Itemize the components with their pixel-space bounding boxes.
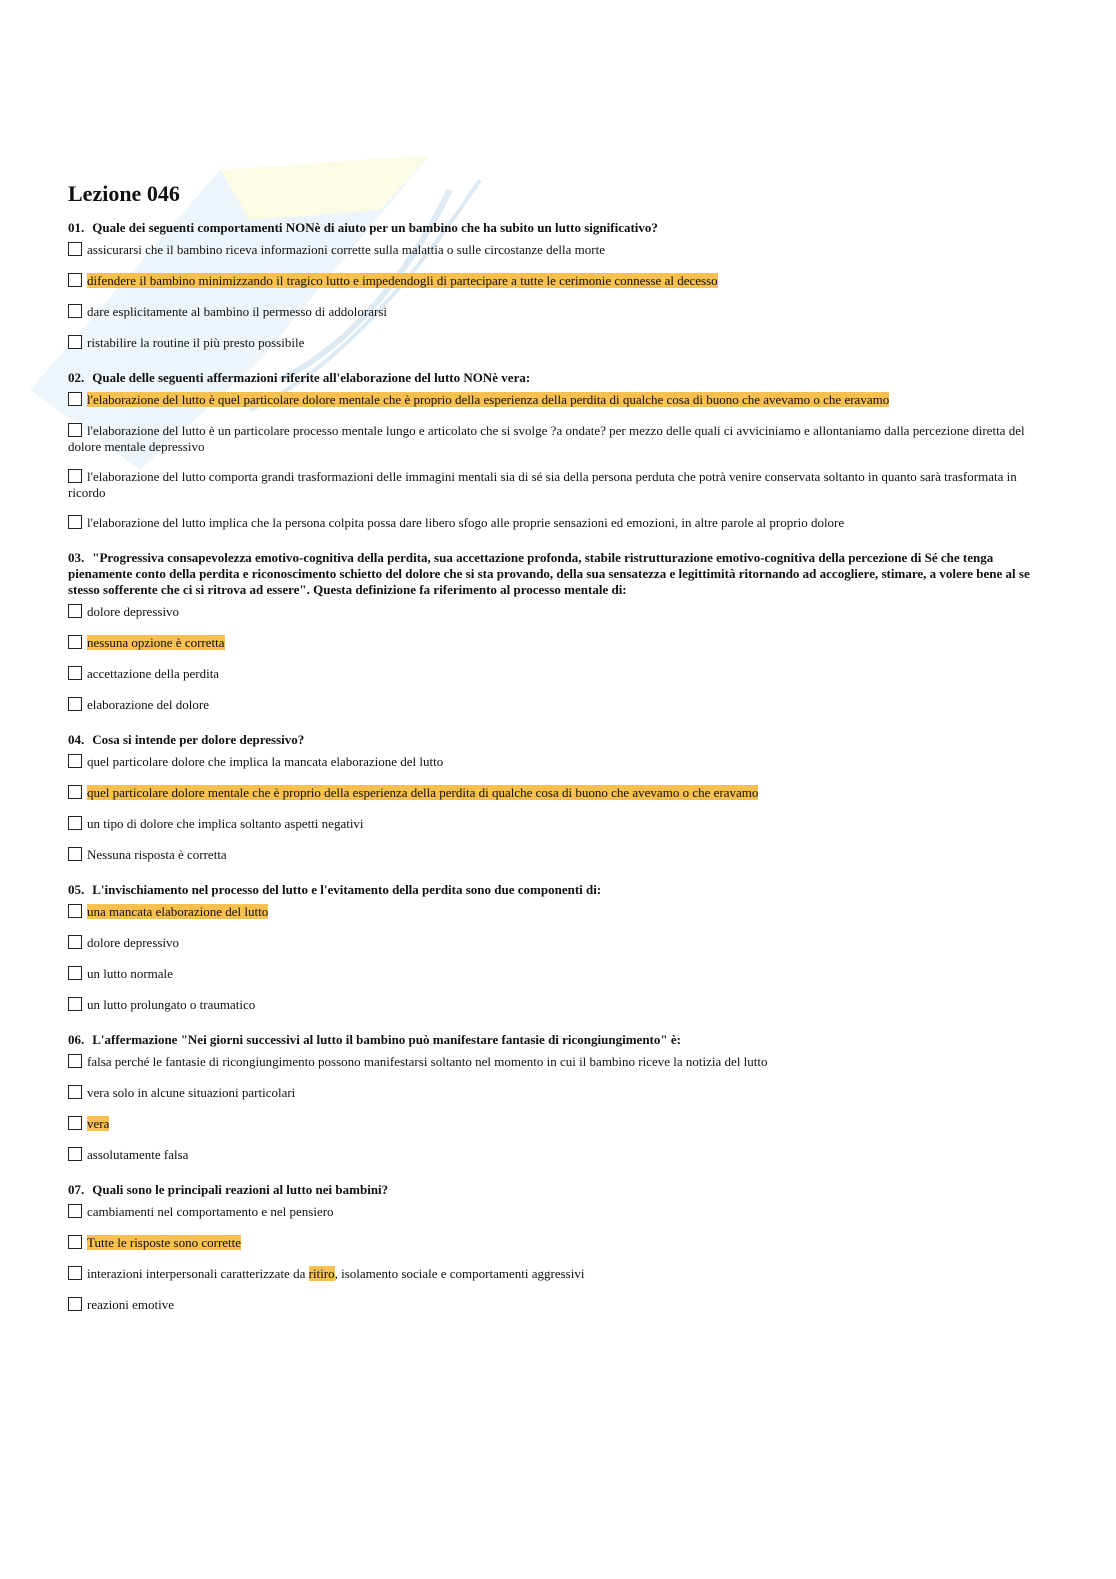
checkbox[interactable] <box>68 966 82 980</box>
answer-option[interactable] <box>68 785 1048 802</box>
question-text <box>68 370 1048 386</box>
option-label: ristabilire la routine il più presto possibile <box>87 335 305 350</box>
checkbox[interactable] <box>68 754 82 768</box>
answer-option[interactable] <box>68 697 1048 714</box>
checkbox[interactable] <box>68 515 82 529</box>
answer-option[interactable] <box>68 423 1048 455</box>
option-label: un lutto normale <box>87 966 173 981</box>
option-label: Nessuna risposta è corretta <box>87 847 227 862</box>
answer-option[interactable] <box>68 635 1048 652</box>
option-label: assolutamente falsa <box>87 1147 189 1162</box>
answer-option[interactable] <box>68 1116 1048 1133</box>
option-label: assicurarsi che il bambino riceva informazioni corrette sulla malattia o sulle circostanze della morte <box>87 242 605 257</box>
question-number: 01. <box>68 220 85 235</box>
checkbox[interactable] <box>68 1085 82 1099</box>
question-05 <box>68 882 1048 1014</box>
answer-option[interactable] <box>68 935 1048 952</box>
answer-option[interactable] <box>68 515 1048 532</box>
question-label: L'affermazione "Nei giorni successivi al lutto il bambino può manifestare fantasie di ricongiungimento" è: <box>92 1032 681 1047</box>
question-07 <box>68 1182 1048 1314</box>
option-label-part: interazioni interpersonali caratterizzate da <box>87 1266 309 1281</box>
option-label: un lutto prolungato o traumatico <box>87 997 256 1012</box>
question-03 <box>68 550 1048 714</box>
checkbox[interactable] <box>68 1235 82 1249</box>
question-text <box>68 1182 1048 1198</box>
checkbox[interactable] <box>68 242 82 256</box>
option-label: cambiamenti nel comportamento e nel pensiero <box>87 1204 334 1219</box>
answer-option[interactable] <box>68 392 1048 409</box>
checkbox[interactable] <box>68 785 82 799</box>
answer-option[interactable] <box>68 242 1048 259</box>
question-01 <box>68 220 1048 352</box>
checkbox[interactable] <box>68 1116 82 1130</box>
answer-option[interactable] <box>68 816 1048 833</box>
question-number: 02. <box>68 370 85 385</box>
correct-answer-label: una mancata elaborazione del lutto <box>87 904 269 919</box>
answer-option[interactable] <box>68 335 1048 352</box>
question-text <box>68 732 1048 748</box>
checkbox[interactable] <box>68 666 82 680</box>
question-06 <box>68 1032 1048 1164</box>
answer-option[interactable] <box>68 469 1048 501</box>
checkbox[interactable] <box>68 423 82 437</box>
question-number: 07. <box>68 1182 85 1197</box>
answer-option[interactable] <box>68 904 1048 921</box>
checkbox[interactable] <box>68 1054 82 1068</box>
question-02 <box>68 370 1048 532</box>
checkbox[interactable] <box>68 304 82 318</box>
question-label: Quale delle seguenti affermazioni riferite all'elaborazione del lutto NONè vera: <box>92 370 531 385</box>
answer-option[interactable] <box>68 966 1048 983</box>
answer-option[interactable] <box>68 1266 1048 1283</box>
correct-answer-label: l'elaborazione del lutto è quel particolare dolore mentale che è proprio della esperienza della perdita di qualche cosa di buono che avevamo o che eravamo <box>87 392 890 407</box>
answer-option[interactable] <box>68 754 1048 771</box>
question-number: 03. <box>68 550 85 565</box>
answer-option[interactable] <box>68 304 1048 321</box>
correct-answer-label: Tutte le risposte sono corrette <box>87 1235 242 1250</box>
checkbox[interactable] <box>68 1266 82 1280</box>
option-label: l'elaborazione del lutto comporta grandi trasformazioni delle immagini mentali sia di sé sia della persona perduta che potrà venire conservata soltanto in quanto sarà trasformata in ricordo <box>68 469 1017 500</box>
question-number: 06. <box>68 1032 85 1047</box>
checkbox[interactable] <box>68 1297 82 1311</box>
checkbox[interactable] <box>68 816 82 830</box>
question-text <box>68 882 1048 898</box>
checkbox[interactable] <box>68 1204 82 1218</box>
question-label: Cosa si intende per dolore depressivo? <box>92 732 305 747</box>
answer-option[interactable] <box>68 1297 1048 1314</box>
checkbox[interactable] <box>68 392 82 406</box>
answer-option[interactable] <box>68 1235 1048 1252</box>
checkbox[interactable] <box>68 635 82 649</box>
option-label-part: , isolamento sociale e comportamenti aggressivi <box>334 1266 585 1281</box>
option-label: vera solo in alcune situazioni particolari <box>87 1085 296 1100</box>
question-number: 04. <box>68 732 85 747</box>
option-label: falsa perché le fantasie di ricongiungimento possono manifestarsi soltanto nel momento in cui il bambino riceve la notizia del lutto <box>87 1054 768 1069</box>
option-label: dolore depressivo <box>87 935 180 950</box>
checkbox[interactable] <box>68 335 82 349</box>
correct-answer-label: quel particolare dolore mentale che è proprio della esperienza della perdita di qualche cosa di buono che avevamo o che eravamo <box>87 785 759 800</box>
correct-answer-label: vera <box>87 1116 110 1131</box>
question-label: "Progressiva consapevolezza emotivo-cognitiva della perdita, sua accettazione profonda, stabile ristrutturazione emotivo-cognitiva della percezione di Sé che tenga pienamente conto della perdita e riconoscimento schietto del dolore che si sta provando, della sua sensatezza e legittimità ritornando ad accogliere, stimare, a volere bene al se stesso sofferente che ci si ritrova ad essere". Questa definizione fa riferimento al processo mentale di: <box>68 550 1030 597</box>
checkbox[interactable] <box>68 904 82 918</box>
correct-answer-label: difendere il bambino minimizzando il tragico lutto e impedendogli di partecipare a tutte le cerimonie connesse al decesso <box>87 273 718 288</box>
answer-option[interactable] <box>68 1204 1048 1221</box>
checkbox[interactable] <box>68 604 82 618</box>
question-label: L'invischiamento nel processo del lutto e l'evitamento della perdita sono due componenti di: <box>92 882 602 897</box>
option-label: un tipo di dolore che implica soltanto aspetti negativi <box>87 816 364 831</box>
question-label: Quale dei seguenti comportamenti NONè di aiuto per un bambino che ha subito un lutto significativo? <box>92 220 658 235</box>
question-text <box>68 220 1048 236</box>
checkbox[interactable] <box>68 997 82 1011</box>
question-label: Quali sono le principali reazioni al lutto nei bambini? <box>92 1182 389 1197</box>
checkbox[interactable] <box>68 935 82 949</box>
option-label: reazioni emotive <box>87 1297 174 1312</box>
answer-option[interactable] <box>68 1054 1048 1071</box>
answer-option[interactable] <box>68 1085 1048 1102</box>
checkbox[interactable] <box>68 1147 82 1161</box>
answer-option[interactable] <box>68 997 1048 1014</box>
question-04 <box>68 732 1048 864</box>
correct-answer-label: nessuna opzione è corretta <box>87 635 225 650</box>
document-page <box>68 180 1048 1332</box>
checkbox[interactable] <box>68 469 82 483</box>
option-label: dolore depressivo <box>87 604 180 619</box>
answer-option[interactable] <box>68 273 1048 290</box>
lesson-title: Lezione 046 <box>68 181 180 206</box>
option-label: l'elaborazione del lutto è un particolare processo mentale lungo e articolato che si svolge ?a ondate? per mezzo delle quali ci avviciniamo e allontaniamo dalla percezione diretta del dolore mentale depressivo <box>68 423 1025 454</box>
option-label: l'elaborazione del lutto implica che la persona colpita possa dare libero sfogo alle proprie sensazioni ed emozioni, in altre parole al proprio dolore <box>87 515 845 530</box>
option-label: accettazione della perdita <box>87 666 220 681</box>
option-label: quel particolare dolore che implica la mancata elaborazione del lutto <box>87 754 444 769</box>
answer-option[interactable] <box>68 847 1048 864</box>
checkbox[interactable] <box>68 273 82 287</box>
question-number: 05. <box>68 882 85 897</box>
option-label: elaborazione del dolore <box>87 697 209 712</box>
answer-option[interactable] <box>68 604 1048 621</box>
checkbox[interactable] <box>68 847 82 861</box>
checkbox[interactable] <box>68 697 82 711</box>
option-label-part: ritiro <box>308 1266 335 1281</box>
option-label: dare esplicitamente al bambino il permesso di addolorarsi <box>87 304 387 319</box>
question-text <box>68 1032 1048 1048</box>
question-list <box>68 220 1048 1314</box>
answer-option[interactable] <box>68 666 1048 683</box>
answer-option[interactable] <box>68 1147 1048 1164</box>
question-text <box>68 550 1048 598</box>
